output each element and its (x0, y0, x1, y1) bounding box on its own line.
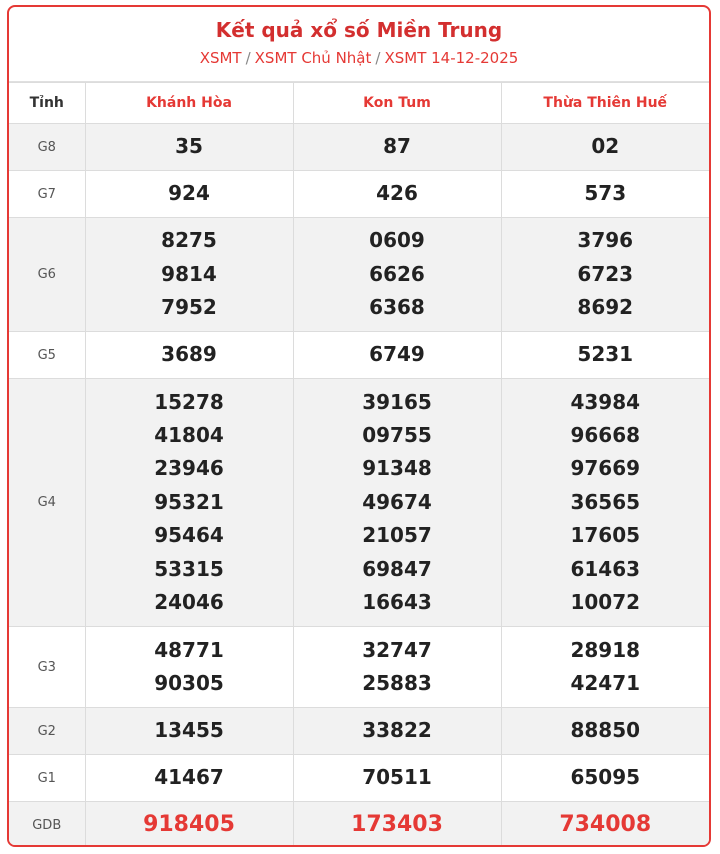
result-number: 09755 (362, 422, 432, 447)
result-number: 48771 (154, 637, 224, 662)
result-cell (501, 755, 709, 802)
result-cell (501, 379, 709, 627)
breadcrumb-separator: / (245, 49, 251, 67)
result-cell (85, 379, 293, 627)
result-number: 25883 (362, 671, 432, 695)
page-title: Kết quả xổ số Miền Trung (215, 18, 503, 42)
result-cell (501, 332, 709, 379)
breadcrumb-link-date[interactable]: XSMT 14-12-2025 (384, 49, 519, 67)
result-number: 21057 (362, 523, 432, 548)
prize-label: G2 (9, 708, 85, 755)
result-number: 28918 (570, 637, 641, 662)
result-number: 36565 (570, 489, 641, 514)
result-cell (501, 802, 709, 848)
result-cell (501, 218, 709, 332)
result-number: 23946 (154, 456, 224, 481)
result-cell (293, 124, 501, 171)
prize-row-g4 (9, 379, 709, 627)
result-number: 15278 (154, 389, 224, 414)
table-header-row (9, 83, 709, 124)
prize-row-gdb (9, 802, 709, 848)
result-number: 41467 (154, 765, 224, 790)
result-cell (293, 708, 501, 755)
result-number: 41804 (154, 422, 224, 447)
prize-label: G7 (9, 171, 85, 218)
results-table (9, 82, 709, 847)
result-number: 6723 (577, 261, 634, 286)
result-cell (85, 124, 293, 171)
province-kon-tum[interactable]: Kon Tum (293, 83, 501, 124)
breadcrumb-separator: / (375, 49, 381, 67)
result-cell (293, 802, 501, 848)
result-number: 24046 (154, 590, 224, 615)
result-cell (85, 332, 293, 379)
result-cell (85, 802, 293, 848)
result-cell (85, 708, 293, 755)
result-number: 88850 (570, 718, 641, 743)
breadcrumb-link-weekday[interactable]: XSMT Chủ Nhật (254, 49, 372, 67)
province-column-label: Tỉnh (9, 83, 85, 124)
result-number: 0609 (369, 228, 425, 253)
result-number: 924 (168, 181, 210, 206)
result-number: 8692 (577, 295, 634, 320)
result-number: 3796 (577, 228, 634, 253)
result-number: 573 (584, 181, 627, 206)
result-number: 61463 (570, 556, 641, 581)
prize-row-g5 (9, 332, 709, 379)
special-prize-number: 918405 (143, 812, 235, 838)
result-number: 33822 (362, 718, 432, 743)
province-thua-thien-hue[interactable]: Thừa Thiên Huế (501, 83, 709, 124)
result-number: 9814 (161, 261, 217, 286)
result-cell (85, 171, 293, 218)
results-body (9, 124, 709, 848)
result-cell (501, 171, 709, 218)
result-cell (501, 708, 709, 755)
result-number: 87 (383, 134, 411, 159)
prize-label: G4 (9, 379, 85, 627)
result-cell (293, 379, 501, 627)
result-number: 91348 (362, 456, 432, 481)
result-number: 97669 (570, 456, 641, 481)
prize-row-g3 (9, 627, 709, 708)
prize-label: G8 (9, 124, 85, 171)
result-number: 16643 (362, 590, 432, 615)
result-cell (293, 171, 501, 218)
prize-label: GDB (9, 802, 85, 848)
special-prize-number: 734008 (559, 812, 652, 838)
result-number: 42471 (570, 671, 641, 695)
result-number: 96668 (570, 422, 641, 447)
result-cell (293, 627, 501, 708)
result-number: 6749 (369, 342, 425, 367)
result-number: 7952 (161, 295, 217, 320)
result-cell (293, 755, 501, 802)
result-number: 5231 (577, 342, 634, 367)
result-number: 3689 (161, 342, 217, 367)
result-number: 69847 (362, 556, 432, 581)
result-number: 95464 (154, 523, 224, 548)
result-number: 02 (591, 134, 620, 159)
result-number: 32747 (362, 637, 432, 662)
result-number: 6368 (369, 295, 425, 320)
result-number: 43984 (570, 389, 641, 414)
result-number: 10072 (570, 590, 641, 615)
result-cell (501, 124, 709, 171)
result-number: 49674 (362, 489, 432, 514)
result-number: 70511 (362, 765, 432, 790)
result-number: 35 (175, 134, 203, 159)
result-number: 8275 (161, 228, 217, 253)
result-number: 90305 (154, 671, 224, 695)
breadcrumb (9, 48, 709, 68)
result-number: 95321 (154, 489, 224, 514)
breadcrumb-link-xsmt[interactable]: XSMT (199, 49, 242, 67)
result-number: 17605 (570, 523, 641, 548)
prize-row-g1 (9, 755, 709, 802)
result-number: 13455 (154, 718, 224, 743)
prize-row-g8 (9, 124, 709, 171)
prize-label: G1 (9, 755, 85, 802)
result-number: 65095 (570, 765, 641, 790)
prize-row-g7 (9, 171, 709, 218)
result-number: 39165 (362, 389, 432, 414)
result-number: 53315 (154, 556, 224, 581)
results-header (9, 7, 709, 82)
prize-label: G3 (9, 627, 85, 708)
special-prize-number: 173403 (351, 812, 443, 838)
result-number: 6626 (369, 261, 425, 286)
results-card (7, 5, 711, 847)
prize-label: G6 (9, 218, 85, 332)
result-cell (85, 755, 293, 802)
prize-row-g2 (9, 708, 709, 755)
result-cell (501, 627, 709, 708)
result-cell (293, 332, 501, 379)
result-number: 426 (376, 181, 418, 206)
result-cell (85, 627, 293, 708)
result-cell (293, 218, 501, 332)
result-cell (85, 218, 293, 332)
province-khanh-hoa[interactable]: Khánh Hòa (85, 83, 293, 124)
prize-row-g6 (9, 218, 709, 332)
prize-label: G5 (9, 332, 85, 379)
